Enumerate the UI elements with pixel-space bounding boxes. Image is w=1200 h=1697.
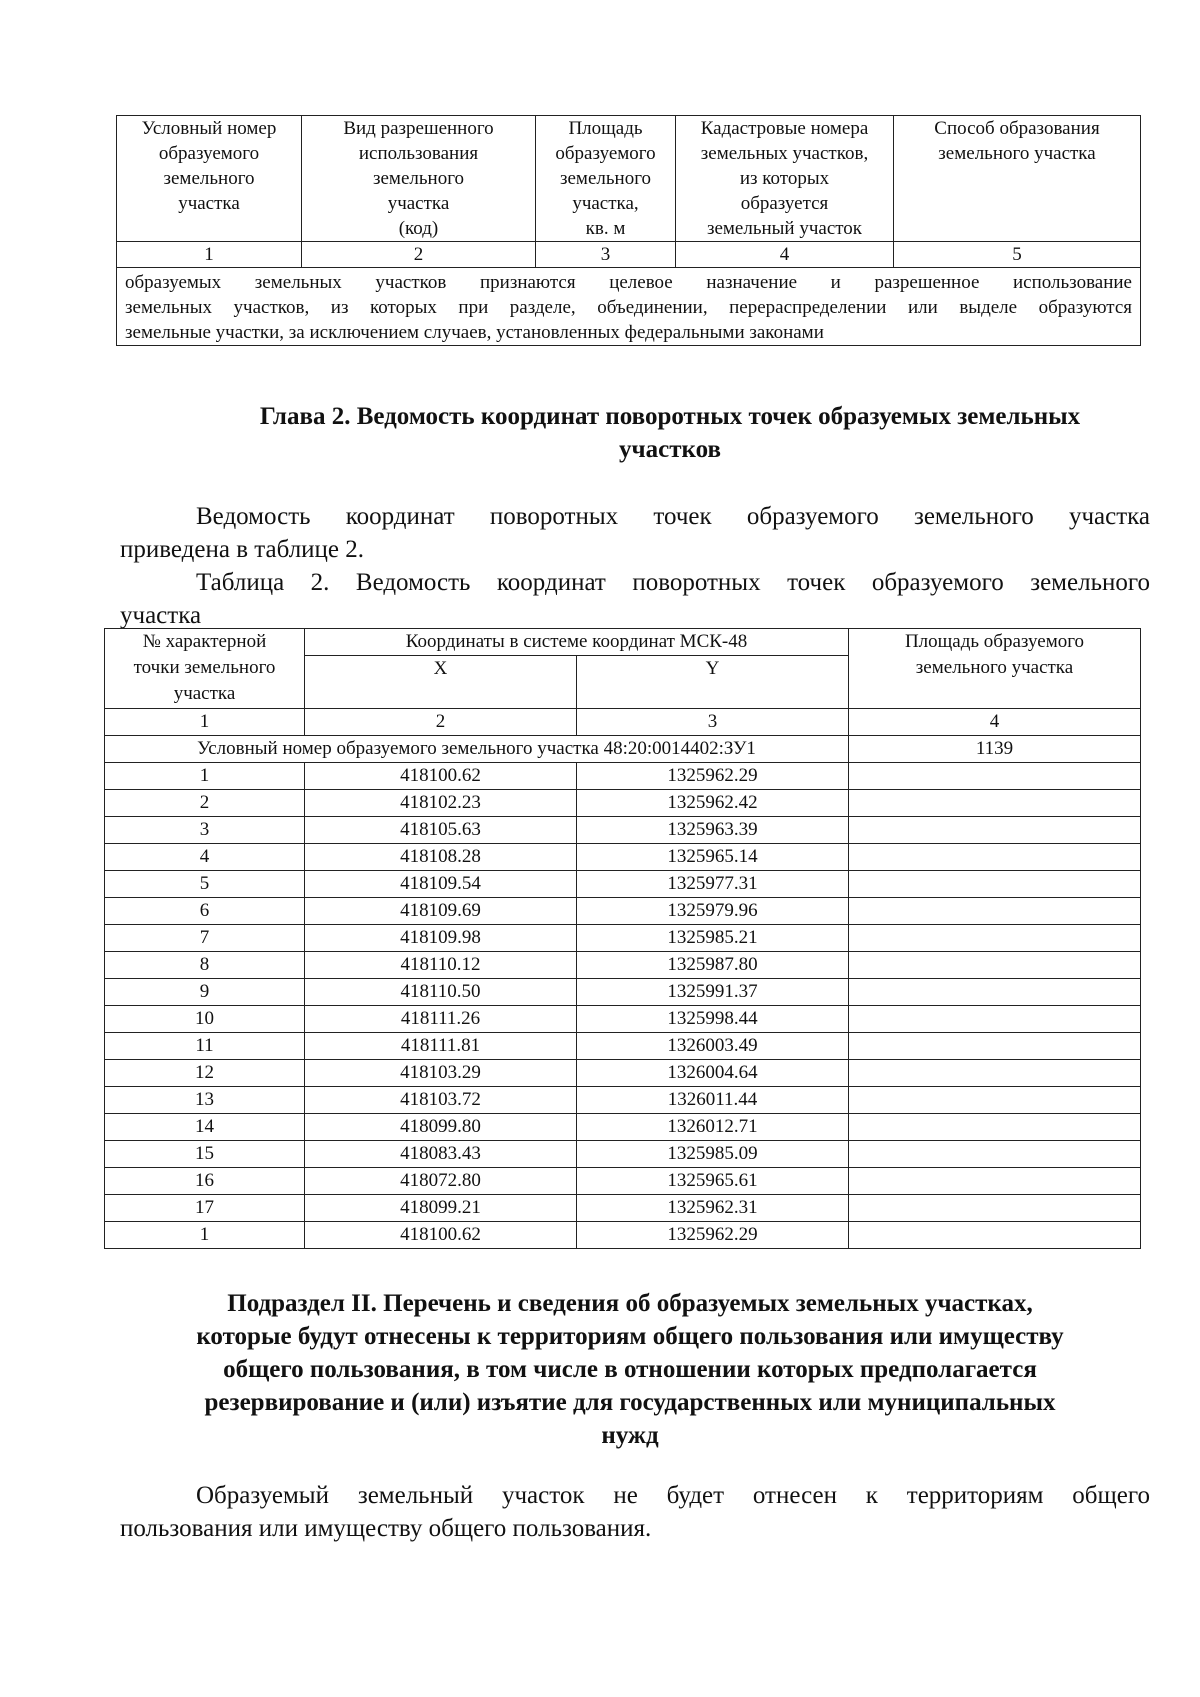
header-line: земельного участка (915, 657, 1074, 678)
table-row (105, 979, 1141, 1006)
table-row (105, 1060, 1141, 1087)
parcel-area: 1139 (849, 736, 1141, 763)
y-coordinate-cell: 1325965.14 (577, 844, 849, 871)
x-coordinate-cell: 418109.98 (305, 925, 577, 952)
point-number-header (105, 629, 305, 709)
point-number-cell: 14 (105, 1114, 305, 1141)
x-coordinate-cell: 418103.29 (305, 1060, 577, 1087)
coordinate-rows (105, 763, 1141, 1249)
column-number: 4 (676, 242, 894, 268)
x-coordinate-cell: 418109.54 (305, 871, 577, 898)
header-line: земельного (559, 168, 652, 189)
y-coordinate-cell: 1325962.29 (577, 1222, 849, 1249)
area-cell (849, 1087, 1141, 1114)
x-coordinate-cell: 418100.62 (305, 763, 577, 790)
subsection-title-line: которые будут отнесены к территориям общего пользования или имуществу (196, 1323, 1064, 1350)
table2-number-row (105, 709, 1141, 736)
header-line: кв. м (585, 218, 626, 239)
area-cell (849, 979, 1141, 1006)
x-coordinate-cell: 418111.81 (305, 1033, 577, 1060)
x-coordinate-cell: 418110.50 (305, 979, 577, 1006)
header-line: участка (178, 193, 240, 214)
x-coordinate-cell: 418100.62 (305, 1222, 577, 1249)
table-row (105, 1114, 1141, 1141)
header-line: земельных участков, (700, 143, 869, 164)
point-number-cell: 16 (105, 1168, 305, 1195)
point-number-cell: 2 (105, 790, 305, 817)
area-cell (849, 1168, 1141, 1195)
land-use-table (116, 115, 1141, 346)
header-line: Условный номер (141, 118, 277, 139)
point-number-cell: 7 (105, 925, 305, 952)
point-number-cell: 17 (105, 1195, 305, 1222)
x-coordinate-cell: 418099.21 (305, 1195, 577, 1222)
subsection-title-line: Подраздел II. Перечень и сведения об образуемых земельных участках, (227, 1290, 1033, 1317)
x-coordinate-cell: 418103.72 (305, 1087, 577, 1114)
y-coordinate-cell: 1325962.29 (577, 763, 849, 790)
column-number: 3 (536, 242, 676, 268)
header-line: (код) (398, 218, 439, 239)
y-coordinate-cell: 1326004.64 (577, 1060, 849, 1087)
point-number-cell: 8 (105, 952, 305, 979)
x-coordinate-cell: 418099.80 (305, 1114, 577, 1141)
table1-header-row (117, 116, 1141, 242)
point-number-cell: 3 (105, 817, 305, 844)
subsection-title-line: общего пользования, в том числе в отношении которых предполагается (223, 1356, 1037, 1383)
table-row (105, 1222, 1141, 1249)
area-cell (849, 1114, 1141, 1141)
point-number-cell: 4 (105, 844, 305, 871)
column-number: 4 (849, 709, 1141, 736)
x-coordinate-cell: 418102.23 (305, 790, 577, 817)
header-line: земельный участок (706, 218, 863, 239)
header-line: Площадь образуемого (904, 631, 1085, 652)
chapter-title-line: Глава 2. Ведомость координат поворотных точек образуемых земельных (259, 403, 1081, 430)
area-header (849, 629, 1141, 709)
header-line: образуется (740, 193, 829, 214)
table1-header-cell (894, 116, 1141, 242)
parcel-label: Условный номер образуемого земельного участка 48:20:0014402:ЗУ1 (105, 736, 849, 763)
y-coordinate-cell: 1325991.37 (577, 979, 849, 1006)
table-row (105, 1168, 1141, 1195)
point-number-cell: 10 (105, 1006, 305, 1033)
table-row (105, 763, 1141, 790)
table-row (105, 844, 1141, 871)
table-row (105, 952, 1141, 979)
y-coordinate-cell: 1325965.61 (577, 1168, 849, 1195)
note-line: земельных участков, из которых при разделе, объединении, перераспределении или выделе образуются (125, 297, 1132, 318)
area-cell (849, 871, 1141, 898)
y-coordinate-cell: 1325987.80 (577, 952, 849, 979)
area-cell (849, 844, 1141, 871)
column-number: 3 (577, 709, 849, 736)
point-number-cell: 13 (105, 1087, 305, 1114)
y-coordinate-cell: 1325962.31 (577, 1195, 849, 1222)
table-row (105, 1195, 1141, 1222)
y-coordinate-cell: 1326011.44 (577, 1087, 849, 1114)
header-line: точки земельного (133, 657, 276, 678)
y-coordinate-cell: 1325963.39 (577, 817, 849, 844)
table2-header-row (105, 629, 1141, 656)
table1-header-cell (676, 116, 894, 242)
point-number-cell: 9 (105, 979, 305, 1006)
table1-header-cell (117, 116, 302, 242)
caption-line: участка (120, 602, 202, 629)
header-line: образуемого (158, 143, 260, 164)
area-cell (849, 898, 1141, 925)
header-line: участка, (572, 193, 639, 214)
column-number: 1 (117, 242, 302, 268)
header-line: земельного (372, 168, 465, 189)
area-cell (849, 1195, 1141, 1222)
header-line: участка (173, 683, 236, 704)
caption-line: Таблица 2. Ведомость координат поворотных точек образуемого земельного (196, 569, 1150, 596)
paragraph-line: Образуемый земельный участок не будет отнесен к территориям общего (196, 1482, 1150, 1509)
area-cell (849, 763, 1141, 790)
area-cell (849, 1033, 1141, 1060)
area-cell (849, 1141, 1141, 1168)
column-number: 2 (302, 242, 536, 268)
area-cell (849, 1006, 1141, 1033)
paragraph-line: пользования или имуществу общего пользования. (120, 1515, 652, 1542)
area-cell (849, 817, 1141, 844)
table-row (105, 871, 1141, 898)
header-line: земельного участка (938, 143, 1096, 164)
chapter-title (190, 400, 1150, 466)
x-coordinate-cell: 418109.69 (305, 898, 577, 925)
point-number-cell: 1 (105, 763, 305, 790)
y-coordinate-cell: 1325979.96 (577, 898, 849, 925)
x-coordinate-cell: 418111.26 (305, 1006, 577, 1033)
table1-number-row (117, 242, 1141, 268)
table-row (105, 1141, 1141, 1168)
table-row (105, 1087, 1141, 1114)
header-line: № характерной (142, 631, 267, 652)
note-line: земельные участки, за исключением случаев, установленных федеральными законами (125, 322, 824, 343)
column-number: 5 (894, 242, 1141, 268)
column-number: 2 (305, 709, 577, 736)
header-line: земельного (163, 168, 255, 189)
x-header: X (305, 656, 577, 709)
x-coordinate-cell: 418108.28 (305, 844, 577, 871)
column-number: 1 (105, 709, 305, 736)
area-cell (849, 952, 1141, 979)
table1-note-row (117, 268, 1141, 346)
header-line: Вид разрешенного (343, 118, 494, 139)
note-line: образуемых земельных участков признаются целевое назначение и разрешенное использование (125, 272, 1132, 293)
point-number-cell: 5 (105, 871, 305, 898)
table1-note (117, 268, 1141, 346)
table-row (105, 898, 1141, 925)
x-coordinate-cell: 418110.12 (305, 952, 577, 979)
x-coordinate-cell: 418105.63 (305, 817, 577, 844)
y-header: Y (577, 656, 849, 709)
paragraph-line: приведена в таблице 2. (120, 536, 365, 563)
header-line: Площадь (568, 118, 643, 139)
table-row (105, 790, 1141, 817)
table1-header-cell (536, 116, 676, 242)
header-line: использования (358, 143, 479, 164)
point-number-cell: 6 (105, 898, 305, 925)
table-row (105, 1033, 1141, 1060)
table-row (105, 1006, 1141, 1033)
closing-paragraph (120, 1479, 1150, 1545)
header-line: Кадастровые номера (700, 118, 869, 139)
x-coordinate-cell: 418083.43 (305, 1141, 577, 1168)
coordinates-table (104, 628, 1141, 1249)
point-number-cell: 12 (105, 1060, 305, 1087)
y-coordinate-cell: 1325985.21 (577, 925, 849, 952)
y-coordinate-cell: 1325998.44 (577, 1006, 849, 1033)
paragraph-line: Ведомость координат поворотных точек образуемого земельного участка (196, 503, 1150, 530)
table-row (105, 925, 1141, 952)
y-coordinate-cell: 1325977.31 (577, 871, 849, 898)
point-number-cell: 15 (105, 1141, 305, 1168)
parcel-row (105, 736, 1141, 763)
area-cell (849, 1060, 1141, 1087)
point-number-cell: 1 (105, 1222, 305, 1249)
header-line: из которых (739, 168, 830, 189)
subsection-title (120, 1287, 1140, 1452)
coordinates-header: Координаты в системе координат МСК-48 (305, 629, 849, 656)
header-line: участка (387, 193, 450, 214)
chapter-title-line: участков (619, 436, 721, 463)
area-cell (849, 1222, 1141, 1249)
table1-header-cell (302, 116, 536, 242)
table-row (105, 817, 1141, 844)
y-coordinate-cell: 1325962.42 (577, 790, 849, 817)
subsection-title-line: резервирование и (или) изъятие для государственных или муниципальных (204, 1389, 1056, 1416)
intro-paragraph (120, 500, 1150, 566)
y-coordinate-cell: 1325985.09 (577, 1141, 849, 1168)
header-line: образуемого (555, 143, 656, 164)
y-coordinate-cell: 1326012.71 (577, 1114, 849, 1141)
subsection-title-line: нужд (601, 1422, 659, 1449)
area-cell (849, 790, 1141, 817)
table2-caption (120, 566, 1150, 632)
header-line: Способ образования (934, 118, 1100, 139)
x-coordinate-cell: 418072.80 (305, 1168, 577, 1195)
area-cell (849, 925, 1141, 952)
y-coordinate-cell: 1326003.49 (577, 1033, 849, 1060)
point-number-cell: 11 (105, 1033, 305, 1060)
